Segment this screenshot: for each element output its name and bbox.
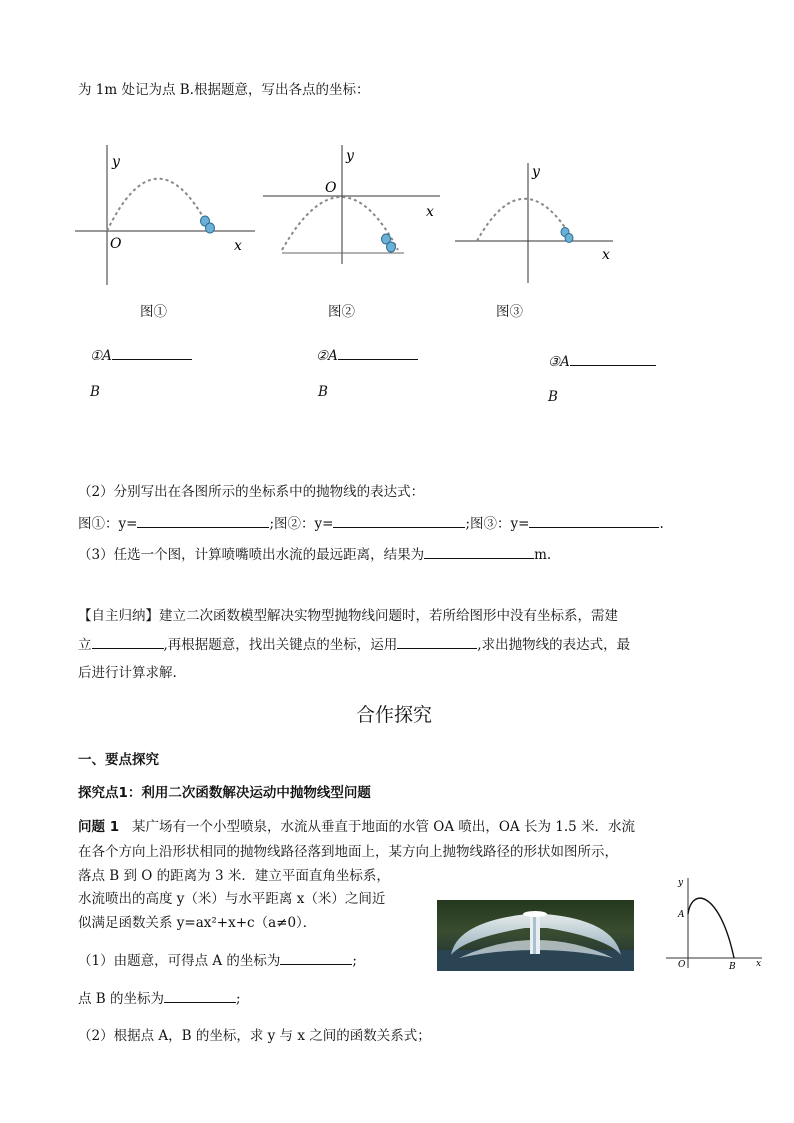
summary-line2: [78, 633, 630, 653]
coord-answer-1-label: ①A: [90, 348, 112, 364]
fountain-photo: [437, 900, 634, 971]
point-b-blank[interactable]: [164, 990, 236, 1003]
summary-blank-1[interactable]: [92, 636, 164, 649]
fig1-parabola: [107, 179, 207, 231]
graph-x-label: x: [756, 959, 762, 969]
summary-line3: 后进行计算求解.: [78, 665, 177, 681]
fig2-nozzle-drop: [387, 242, 396, 252]
problem-line4: 水流喷出的高度 y（米）与水平距离 x（米）之间近: [78, 891, 386, 907]
fig1-y-label: y: [112, 154, 120, 170]
fig3-x-label: x: [602, 247, 610, 263]
intro-line: 为 1m 处记为点 B.根据题意，写出各点的坐标：: [78, 82, 370, 98]
point-a-blank[interactable]: [280, 952, 352, 965]
problem-sub1b-end: ;: [236, 991, 241, 1007]
fig1-origin-label: O: [110, 236, 122, 252]
summary-line2-a: 立: [78, 637, 92, 653]
coord-answer-1: [90, 347, 192, 364]
coord-answer-2-cut-label: B: [318, 384, 328, 400]
problem-line1: [78, 815, 635, 835]
summary-line2-b: ,再根据题意，找出关键点的坐标，运用: [163, 637, 398, 653]
q2-fig3-prefix: ;图③：y=: [465, 516, 530, 532]
figure-2: [258, 140, 448, 270]
graph-parabola: [688, 898, 734, 958]
coord-answer-2-blank[interactable]: [338, 347, 418, 360]
q2-end: .: [659, 516, 664, 532]
summary-line1-text: 建立二次函数模型解决实物型抛物线问题时，若所给图形中没有坐标系，需建: [159, 608, 618, 624]
figure-1: [70, 140, 260, 290]
point-heading: 探究点1：利用二次函数解决运动中抛物线型问题: [78, 785, 371, 801]
fig2-caption: 图②: [328, 304, 355, 320]
problem-line5: 似满足函数关系 y=ax²+x+c（a≠0）．: [78, 915, 317, 931]
coord-answer-3-blank[interactable]: [570, 353, 656, 366]
fig3-caption: 图③: [496, 304, 523, 320]
problem-sub1: [78, 949, 357, 969]
q2-text: （2）分别写出在各图所示的坐标系中的抛物线的表达式：: [78, 484, 425, 500]
q3-unit: m.: [534, 547, 552, 563]
q2-fig2-blank[interactable]: [333, 515, 465, 528]
fig1-caption: 图①: [140, 304, 167, 320]
fig3-parabola: [477, 199, 572, 241]
part-heading: 一、要点探究: [78, 752, 159, 768]
q2-fig1-blank[interactable]: [137, 515, 269, 528]
summary-line2-c: ,求出抛物线的表达式，最: [477, 637, 631, 653]
coord-answer-2-label: ②A: [316, 348, 338, 364]
problem-graph: [662, 872, 766, 972]
graph-a-label: A: [678, 910, 685, 920]
problem-sub1-end: ;: [352, 953, 357, 969]
q2-fig1-prefix: 图①：y=: [78, 516, 138, 532]
coord-answer-3: [548, 353, 656, 370]
fig1-x-label: x: [234, 238, 242, 254]
problem-label: 问题 1: [78, 819, 120, 835]
q3-line: [78, 543, 551, 563]
q2-fig2-prefix: ;图②：y=: [269, 516, 334, 532]
summary-line1: [78, 604, 618, 624]
problem-line3: 落点 B 到 O 的距离为 3 米．建立平面直角坐标系，: [78, 868, 390, 884]
graph-b-label: B: [729, 962, 736, 972]
section-title: 合作探究: [356, 704, 433, 726]
q2-answers: [78, 512, 664, 532]
summary-tag: 【自主归纳】: [78, 608, 159, 624]
problem-sub1-text: （1）由题意，可得点 A 的坐标为: [78, 953, 281, 969]
fig3-nozzle-drop: [565, 234, 573, 243]
coord-answer-1-blank[interactable]: [112, 347, 192, 360]
fig2-origin-label: O: [325, 180, 337, 196]
coord-answer-3-cut-label: B: [548, 389, 558, 405]
summary-blank-2[interactable]: [397, 636, 477, 649]
coord-answer-2: [316, 347, 418, 364]
q3-text: （3）任选一个图，计算喷嘴喷出水流的最远距离，结果为: [78, 547, 425, 563]
fig1-nozzle-drop: [206, 223, 215, 233]
graph-y-label: y: [678, 878, 684, 888]
figure-3: [450, 158, 620, 288]
problem-sub2: （2）根据点 A，B 的坐标，求 y 与 x 之间的函数关系式；: [78, 1028, 431, 1044]
problem-line1-text: 某广场有一个小型喷泉，水流从垂直于地面的水管 OA 喷出，OA 长为 1.5 米．水流: [131, 819, 636, 835]
fig2-x-label: x: [426, 204, 434, 220]
q3-blank[interactable]: [424, 546, 534, 559]
coord-answer-1-cut-label: B: [90, 384, 100, 400]
problem-line2: 在各个方向上沿形状相同的抛物线路径落到地面上，某方向上抛物线路径的形状如图所示，: [78, 844, 618, 860]
fig2-parabola: [282, 197, 398, 250]
fig3-y-label: y: [532, 164, 540, 180]
problem-sub1b-text: 点 B 的坐标为: [78, 991, 165, 1007]
fig2-y-label: y: [346, 148, 354, 164]
coord-answer-3-label: ③A: [548, 354, 570, 370]
q2-fig3-blank[interactable]: [529, 515, 659, 528]
problem-sub1b: [78, 987, 241, 1007]
graph-o-label: O: [678, 960, 686, 970]
